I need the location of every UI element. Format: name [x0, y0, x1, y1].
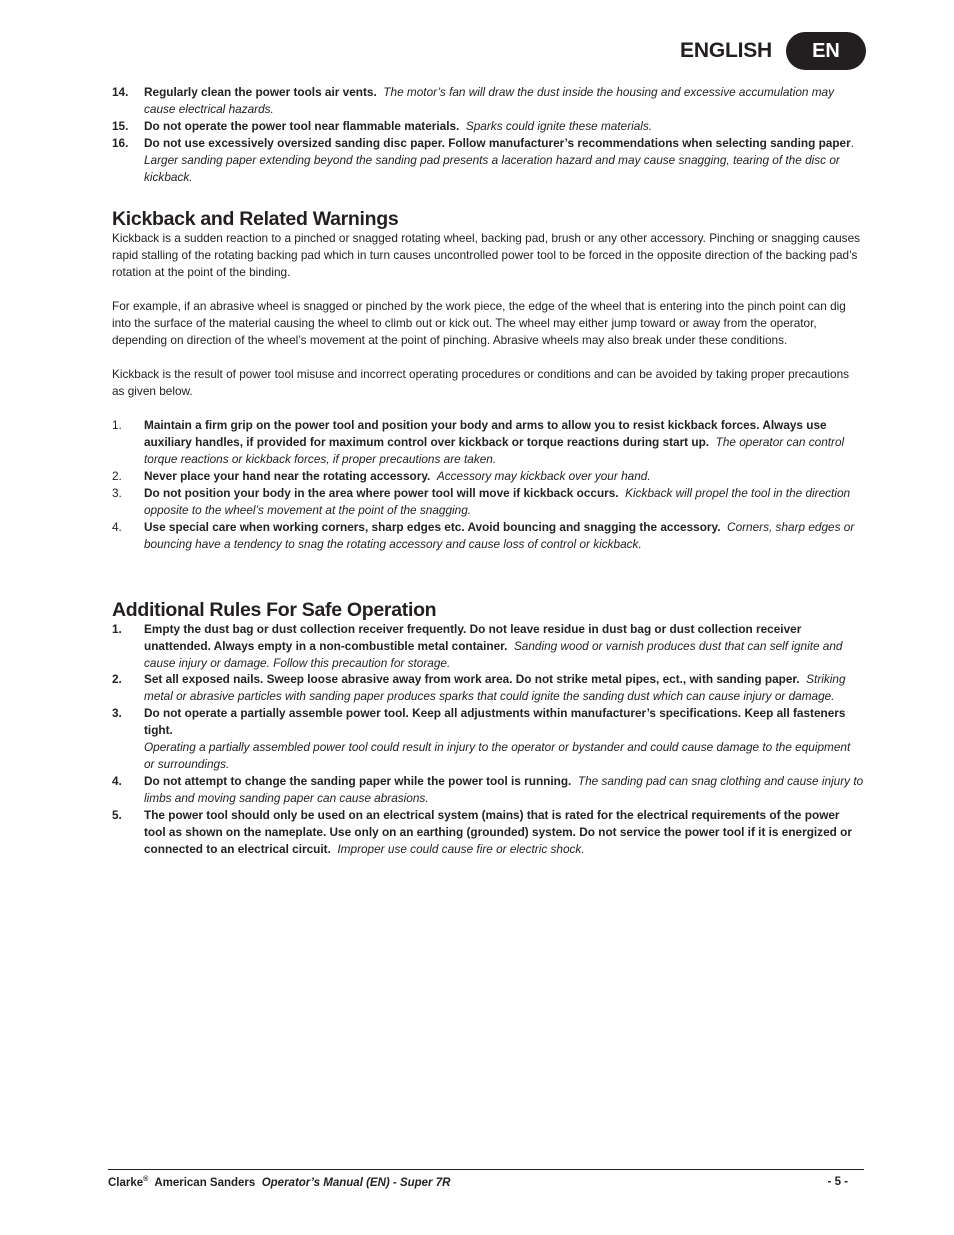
item-number: 5.	[112, 807, 122, 822]
item-explanation: The sanding pad can snag clothing and cause injury to limbs and moving sanding paper can cause abrasions.	[144, 773, 864, 805]
item-number: 14.	[112, 85, 129, 99]
item-number: 2.	[112, 672, 122, 687]
item-warning: Never place your hand near the rotating accessory.	[144, 469, 431, 484]
footer-brand: Clarke	[108, 1176, 144, 1189]
list-item	[112, 671, 864, 705]
item-number: 1.	[112, 418, 122, 433]
item-number: 4.	[112, 773, 122, 788]
item-number: 3.	[112, 706, 122, 721]
list-item	[112, 705, 864, 773]
item-warning: Do not operate a partially assemble power tool. Keep all adjustments within manufacturer’s specifications. Keep all fasteners tight.	[144, 706, 846, 738]
item-number: 15.	[112, 118, 129, 133]
item-number: 4.	[112, 519, 122, 534]
item-explanation: Sparks could ignite these materials.	[465, 118, 653, 133]
item-explanation: The operator can control torque reactions or kickback forces, if proper precautions are taken.	[144, 435, 845, 467]
page-number: - 5 -	[827, 1176, 848, 1188]
additional-rules-heading: Additional Rules For Safe Operation	[112, 598, 437, 621]
item-number: 16.	[112, 135, 129, 150]
kickback-paragraph: For example, if an abrasive wheel is snagged or pinched by the work piece, the edge of the wheel that is entering into the pinch point can dig into the surface of the material causing the wheel to climb out or kick out. The wheel may either jump toward or away from the operator, depending on direction of the wheel’s movement at the point of pinching. Abrasive wheels may also break under these conditions.	[112, 299, 846, 347]
footer-manual-title: Operator’s Manual (EN) - Super 7R	[261, 1176, 451, 1189]
item-warning: Maintain a firm grip on the power tool and position your body and arms to allow you to resist kickback forces. Always use auxiliary handles, if provided for maximum control over kickback or torque reactions during start up.	[144, 418, 827, 450]
page-footer	[108, 1176, 848, 1189]
item-warning: Do not attempt to change the sanding paper while the power tool is running.	[144, 773, 572, 788]
footer-divider	[108, 1169, 864, 1170]
item-warning: Regularly clean the power tools air vents.	[144, 85, 377, 99]
registered-mark: ®	[143, 1176, 149, 1183]
kickback-paragraph: Kickback is a sudden reaction to a pinched or snagged rotating wheel, backing pad, brush or any other accessory. Pinching or snagging causes rapid stalling of the rotating backing pad which in turn causes uncontrolled power tool to be forced in the opposite direction of the backing pad’s rotation at the point of the binding.	[112, 231, 861, 280]
item-warning: Do not use excessively oversized sanding disc paper. Follow manufacturer’s recommendations when selecting sanding paper	[144, 135, 851, 150]
list-item	[112, 417, 864, 468]
list-item	[112, 118, 864, 135]
item-explanation: Striking metal or abrasive particles with sanding paper produces sparks that could ignite the sanding dust which can cause injury or damage.	[144, 672, 846, 704]
list-item	[112, 485, 864, 519]
item-warning: Do not position your body in the area where power tool will move if kickback occurs.	[144, 486, 619, 501]
list-item	[112, 807, 864, 858]
additional-rules-list	[112, 621, 864, 858]
item-number: 3.	[112, 486, 122, 501]
list-item	[112, 519, 864, 553]
kickback-paragraph: Kickback is the result of power tool misuse and incorrect operating procedures or conditions and can be avoided by taking proper precautions as given below.	[112, 366, 850, 398]
kickback-list	[112, 417, 864, 552]
item-warning: The power tool should only be used on an electrical system (mains) that is rated for the electrical requirements of the power tool as shown on the nameplate. Use only on an earthing (grounded) system. Do not service the power tool if it is energized or connected to an electrical circuit.	[144, 807, 852, 856]
language-label: ENGLISH	[680, 39, 772, 62]
item-explanation: Larger sanding paper extending beyond the sanding pad presents a laceration hazard and may cause snagging, tearing of the disc or kickback.	[144, 152, 840, 184]
language-badge: EN	[786, 32, 866, 70]
footer-company: American Sanders	[154, 1176, 256, 1189]
item-explanation: Sanding wood or varnish produces dust that can self ignite and cause injury or damage. Follow this precaution for storage.	[144, 638, 843, 670]
list-item	[112, 468, 864, 485]
item-explanation: Accessory may kickback over your hand.	[436, 469, 651, 484]
item-suffix: .	[850, 135, 854, 150]
page-content	[112, 84, 864, 857]
item-number: 2.	[112, 469, 122, 484]
list-item	[112, 84, 864, 118]
language-header	[680, 32, 866, 70]
list-item	[112, 135, 864, 186]
item-explanation: Operating a partially assembled power tool could result in injury to the operator or bystander and could cause damage to the equipment or surroundings.	[144, 740, 851, 771]
item-explanation: Corners, sharp edges or bouncing have a tendency to snag the rotating accessory and cause loss of control or kickback.	[144, 519, 855, 551]
item-warning: Do not operate the power tool near flammable materials.	[144, 118, 460, 133]
list-item	[112, 621, 864, 672]
item-warning: Empty the dust bag or dust collection receiver frequently. Do not leave residue in dust bag or dust collection receiver unattended. Always empty in a non-combustible metal container.	[144, 621, 802, 653]
item-explanation: Kickback will propel the tool in the direction opposite to the wheel’s movement at the point of the snagging.	[144, 486, 851, 517]
item-number: 1.	[112, 621, 122, 636]
list-item	[112, 773, 864, 807]
item-explanation: Improper use could cause fire or electric shock.	[337, 841, 585, 856]
item-warning: Use special care when working corners, sharp edges etc. Avoid bouncing and snagging the accessory.	[144, 519, 721, 534]
kickback-heading: Kickback and Related Warnings	[112, 208, 399, 231]
item-warning: Set all exposed nails. Sweep loose abrasive away from work area. Do not strike metal pipes, ect., with sanding paper.	[144, 672, 800, 687]
item-explanation: The motor’s fan will draw the dust inside the housing and excessive accumulation may cause electrical hazards.	[144, 85, 834, 116]
top-list	[112, 84, 864, 185]
